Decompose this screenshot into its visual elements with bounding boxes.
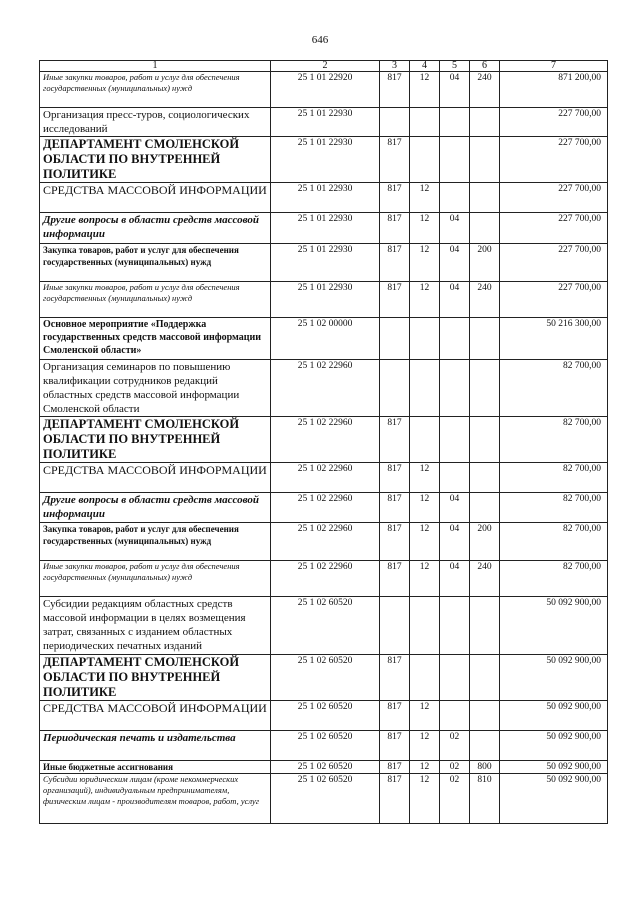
table-row <box>40 597 608 655</box>
row-amount: 82 700,00 <box>500 463 608 493</box>
row-department-code <box>380 597 410 655</box>
table-row <box>40 731 608 761</box>
row-amount: 82 700,00 <box>500 360 608 417</box>
row-department-code <box>380 108 410 137</box>
row-department-code: 817 <box>380 731 410 761</box>
row-expense-type-code <box>470 701 500 731</box>
row-subsection-code <box>440 655 470 701</box>
row-code: 25 1 01 22930 <box>271 244 380 282</box>
row-name: Закупка товаров, работ и услуг для обеспечения государственных (муниципальных) нужд <box>40 523 271 561</box>
row-section-code: 12 <box>410 761 440 774</box>
row-name: Организация пресс-туров, социологических исследований <box>40 108 271 137</box>
row-subsection-code: 04 <box>440 561 470 597</box>
row-code: 25 1 02 60520 <box>271 597 380 655</box>
row-section-code: 12 <box>410 561 440 597</box>
row-amount: 82 700,00 <box>500 417 608 463</box>
row-department-code <box>380 318 410 360</box>
row-section-code: 12 <box>410 774 440 824</box>
row-subsection-code <box>440 463 470 493</box>
row-section-code <box>410 655 440 701</box>
row-name: Другие вопросы в области средств массовой информации <box>40 493 271 523</box>
row-name: Иные закупки товаров, работ и услуг для обеспечения государственных (муниципальных) нужд <box>40 72 271 108</box>
table-row <box>40 417 608 463</box>
table-row <box>40 282 608 318</box>
row-department-code: 817 <box>380 282 410 318</box>
row-amount: 871 200,00 <box>500 72 608 108</box>
row-expense-type-code <box>470 360 500 417</box>
row-subsection-code <box>440 183 470 213</box>
row-amount: 227 700,00 <box>500 244 608 282</box>
row-section-code: 12 <box>410 213 440 244</box>
row-name: ДЕПАРТАМЕНТ СМОЛЕНСКОЙ ОБЛАСТИ ПО ВНУТРЕННЕЙ ПОЛИТИКЕ <box>40 137 271 183</box>
table-row <box>40 463 608 493</box>
row-section-code: 12 <box>410 701 440 731</box>
row-expense-type-code: 240 <box>470 282 500 318</box>
table-row <box>40 360 608 417</box>
row-expense-type-code <box>470 493 500 523</box>
row-subsection-code <box>440 417 470 463</box>
row-name: Иные бюджетные ассигнования <box>40 761 271 774</box>
row-department-code: 817 <box>380 774 410 824</box>
row-name: ДЕПАРТАМЕНТ СМОЛЕНСКОЙ ОБЛАСТИ ПО ВНУТРЕННЕЙ ПОЛИТИКЕ <box>40 417 271 463</box>
row-department-code: 817 <box>380 72 410 108</box>
table-row <box>40 761 608 774</box>
row-department-code: 817 <box>380 417 410 463</box>
row-department-code: 817 <box>380 761 410 774</box>
row-amount: 227 700,00 <box>500 213 608 244</box>
row-department-code: 817 <box>380 183 410 213</box>
row-section-code: 12 <box>410 244 440 282</box>
row-amount: 82 700,00 <box>500 523 608 561</box>
row-expense-type-code: 200 <box>470 523 500 561</box>
row-section-code: 12 <box>410 183 440 213</box>
column-header: 7 <box>500 61 608 72</box>
row-section-code: 12 <box>410 493 440 523</box>
row-name: Субсидии юридическим лицам (кроме некоммерческих организаций), индивидуальным предпринимателям, физическим лицам - производителям товаров, работ, услуг <box>40 774 271 824</box>
table-row <box>40 701 608 731</box>
row-code: 25 1 02 22960 <box>271 463 380 493</box>
row-amount: 50 092 900,00 <box>500 731 608 761</box>
row-amount: 227 700,00 <box>500 137 608 183</box>
row-expense-type-code <box>470 183 500 213</box>
row-code: 25 1 02 60520 <box>271 731 380 761</box>
row-name: Основное мероприятие «Поддержка государственных средств массовой информации Смоленской области» <box>40 318 271 360</box>
table-row <box>40 72 608 108</box>
header-row <box>40 61 608 72</box>
row-amount: 50 092 900,00 <box>500 774 608 824</box>
row-subsection-code: 04 <box>440 523 470 561</box>
column-header: 5 <box>440 61 470 72</box>
row-department-code: 817 <box>380 523 410 561</box>
row-section-code: 12 <box>410 72 440 108</box>
row-subsection-code <box>440 701 470 731</box>
row-name: Иные закупки товаров, работ и услуг для обеспечения государственных (муниципальных) нужд <box>40 282 271 318</box>
row-department-code: 817 <box>380 137 410 183</box>
row-code: 25 1 01 22930 <box>271 137 380 183</box>
row-code: 25 1 01 22930 <box>271 108 380 137</box>
table-row <box>40 213 608 244</box>
column-header: 2 <box>271 61 380 72</box>
table-row <box>40 108 608 137</box>
row-name: Закупка товаров, работ и услуг для обеспечения государственных (муниципальных) нужд <box>40 244 271 282</box>
row-code: 25 1 01 22930 <box>271 282 380 318</box>
row-expense-type-code <box>470 318 500 360</box>
row-section-code <box>410 417 440 463</box>
row-name: СРЕДСТВА МАССОВОЙ ИНФОРМАЦИИ <box>40 701 271 731</box>
row-section-code: 12 <box>410 463 440 493</box>
row-code: 25 1 02 60520 <box>271 655 380 701</box>
table-row <box>40 244 608 282</box>
row-expense-type-code <box>470 213 500 244</box>
row-subsection-code: 04 <box>440 244 470 282</box>
row-subsection-code: 04 <box>440 72 470 108</box>
row-department-code: 817 <box>380 493 410 523</box>
row-code: 25 1 02 60520 <box>271 774 380 824</box>
row-expense-type-code: 240 <box>470 72 500 108</box>
table-row <box>40 318 608 360</box>
row-department-code: 817 <box>380 463 410 493</box>
row-amount: 227 700,00 <box>500 108 608 137</box>
row-code: 25 1 01 22930 <box>271 213 380 244</box>
row-expense-type-code <box>470 137 500 183</box>
row-department-code <box>380 360 410 417</box>
table-row <box>40 561 608 597</box>
row-section-code <box>410 360 440 417</box>
row-amount: 227 700,00 <box>500 183 608 213</box>
row-section-code <box>410 108 440 137</box>
row-code: 25 1 02 22960 <box>271 493 380 523</box>
row-subsection-code: 02 <box>440 731 470 761</box>
row-expense-type-code <box>470 108 500 137</box>
row-amount: 82 700,00 <box>500 493 608 523</box>
row-subsection-code: 02 <box>440 761 470 774</box>
row-section-code: 12 <box>410 731 440 761</box>
table-row <box>40 137 608 183</box>
row-subsection-code <box>440 137 470 183</box>
row-expense-type-code <box>470 463 500 493</box>
table-row <box>40 183 608 213</box>
column-header: 4 <box>410 61 440 72</box>
row-code: 25 1 02 22960 <box>271 360 380 417</box>
row-amount: 50 092 900,00 <box>500 761 608 774</box>
row-code: 25 1 02 00000 <box>271 318 380 360</box>
row-name: Организация семинаров по повышению квалификации сотрудников редакций областных средств массовой информации Смоленской области <box>40 360 271 417</box>
row-subsection-code: 04 <box>440 213 470 244</box>
row-code: 25 1 02 22960 <box>271 417 380 463</box>
row-name: ДЕПАРТАМЕНТ СМОЛЕНСКОЙ ОБЛАСТИ ПО ВНУТРЕННЕЙ ПОЛИТИКЕ <box>40 655 271 701</box>
row-department-code: 817 <box>380 561 410 597</box>
row-amount: 50 092 900,00 <box>500 701 608 731</box>
table-row <box>40 523 608 561</box>
row-department-code: 817 <box>380 244 410 282</box>
row-code: 25 1 02 22960 <box>271 561 380 597</box>
row-subsection-code: 04 <box>440 493 470 523</box>
row-name: СРЕДСТВА МАССОВОЙ ИНФОРМАЦИИ <box>40 463 271 493</box>
column-header: 3 <box>380 61 410 72</box>
row-subsection-code <box>440 360 470 417</box>
page-number: 646 <box>311 34 329 46</box>
row-name: Другие вопросы в области средств массовой информации <box>40 213 271 244</box>
row-name: Иные закупки товаров, работ и услуг для обеспечения государственных (муниципальных) нужд <box>40 561 271 597</box>
row-department-code: 817 <box>380 655 410 701</box>
row-code: 25 1 02 60520 <box>271 701 380 731</box>
row-amount: 227 700,00 <box>500 282 608 318</box>
row-expense-type-code: 800 <box>470 761 500 774</box>
row-amount: 50 092 900,00 <box>500 655 608 701</box>
row-code: 25 1 01 22920 <box>271 72 380 108</box>
column-header: 6 <box>470 61 500 72</box>
row-name: Периодическая печать и издательства <box>40 731 271 761</box>
row-section-code <box>410 318 440 360</box>
row-section-code <box>410 137 440 183</box>
row-code: 25 1 02 60520 <box>271 761 380 774</box>
row-amount: 50 092 900,00 <box>500 597 608 655</box>
row-subsection-code <box>440 108 470 137</box>
table-row <box>40 774 608 824</box>
table-row <box>40 655 608 701</box>
row-expense-type-code <box>470 731 500 761</box>
row-section-code: 12 <box>410 523 440 561</box>
budget-table <box>39 60 608 824</box>
row-department-code: 817 <box>380 213 410 244</box>
row-section-code: 12 <box>410 282 440 318</box>
row-expense-type-code <box>470 597 500 655</box>
row-expense-type-code <box>470 655 500 701</box>
row-name: СРЕДСТВА МАССОВОЙ ИНФОРМАЦИИ <box>40 183 271 213</box>
row-name: Субсидии редакциям областных средств массовой информации в целях возмещения затрат, связанных с изданием областных периодических печатных изданий <box>40 597 271 655</box>
row-expense-type-code: 200 <box>470 244 500 282</box>
column-header: 1 <box>40 61 271 72</box>
row-subsection-code: 04 <box>440 282 470 318</box>
row-expense-type-code <box>470 417 500 463</box>
table-row <box>40 493 608 523</box>
row-expense-type-code: 810 <box>470 774 500 824</box>
row-subsection-code <box>440 318 470 360</box>
row-amount: 50 216 300,00 <box>500 318 608 360</box>
row-subsection-code <box>440 597 470 655</box>
row-code: 25 1 01 22930 <box>271 183 380 213</box>
row-department-code: 817 <box>380 701 410 731</box>
row-subsection-code: 02 <box>440 774 470 824</box>
row-expense-type-code: 240 <box>470 561 500 597</box>
row-section-code <box>410 597 440 655</box>
row-code: 25 1 02 22960 <box>271 523 380 561</box>
row-amount: 82 700,00 <box>500 561 608 597</box>
